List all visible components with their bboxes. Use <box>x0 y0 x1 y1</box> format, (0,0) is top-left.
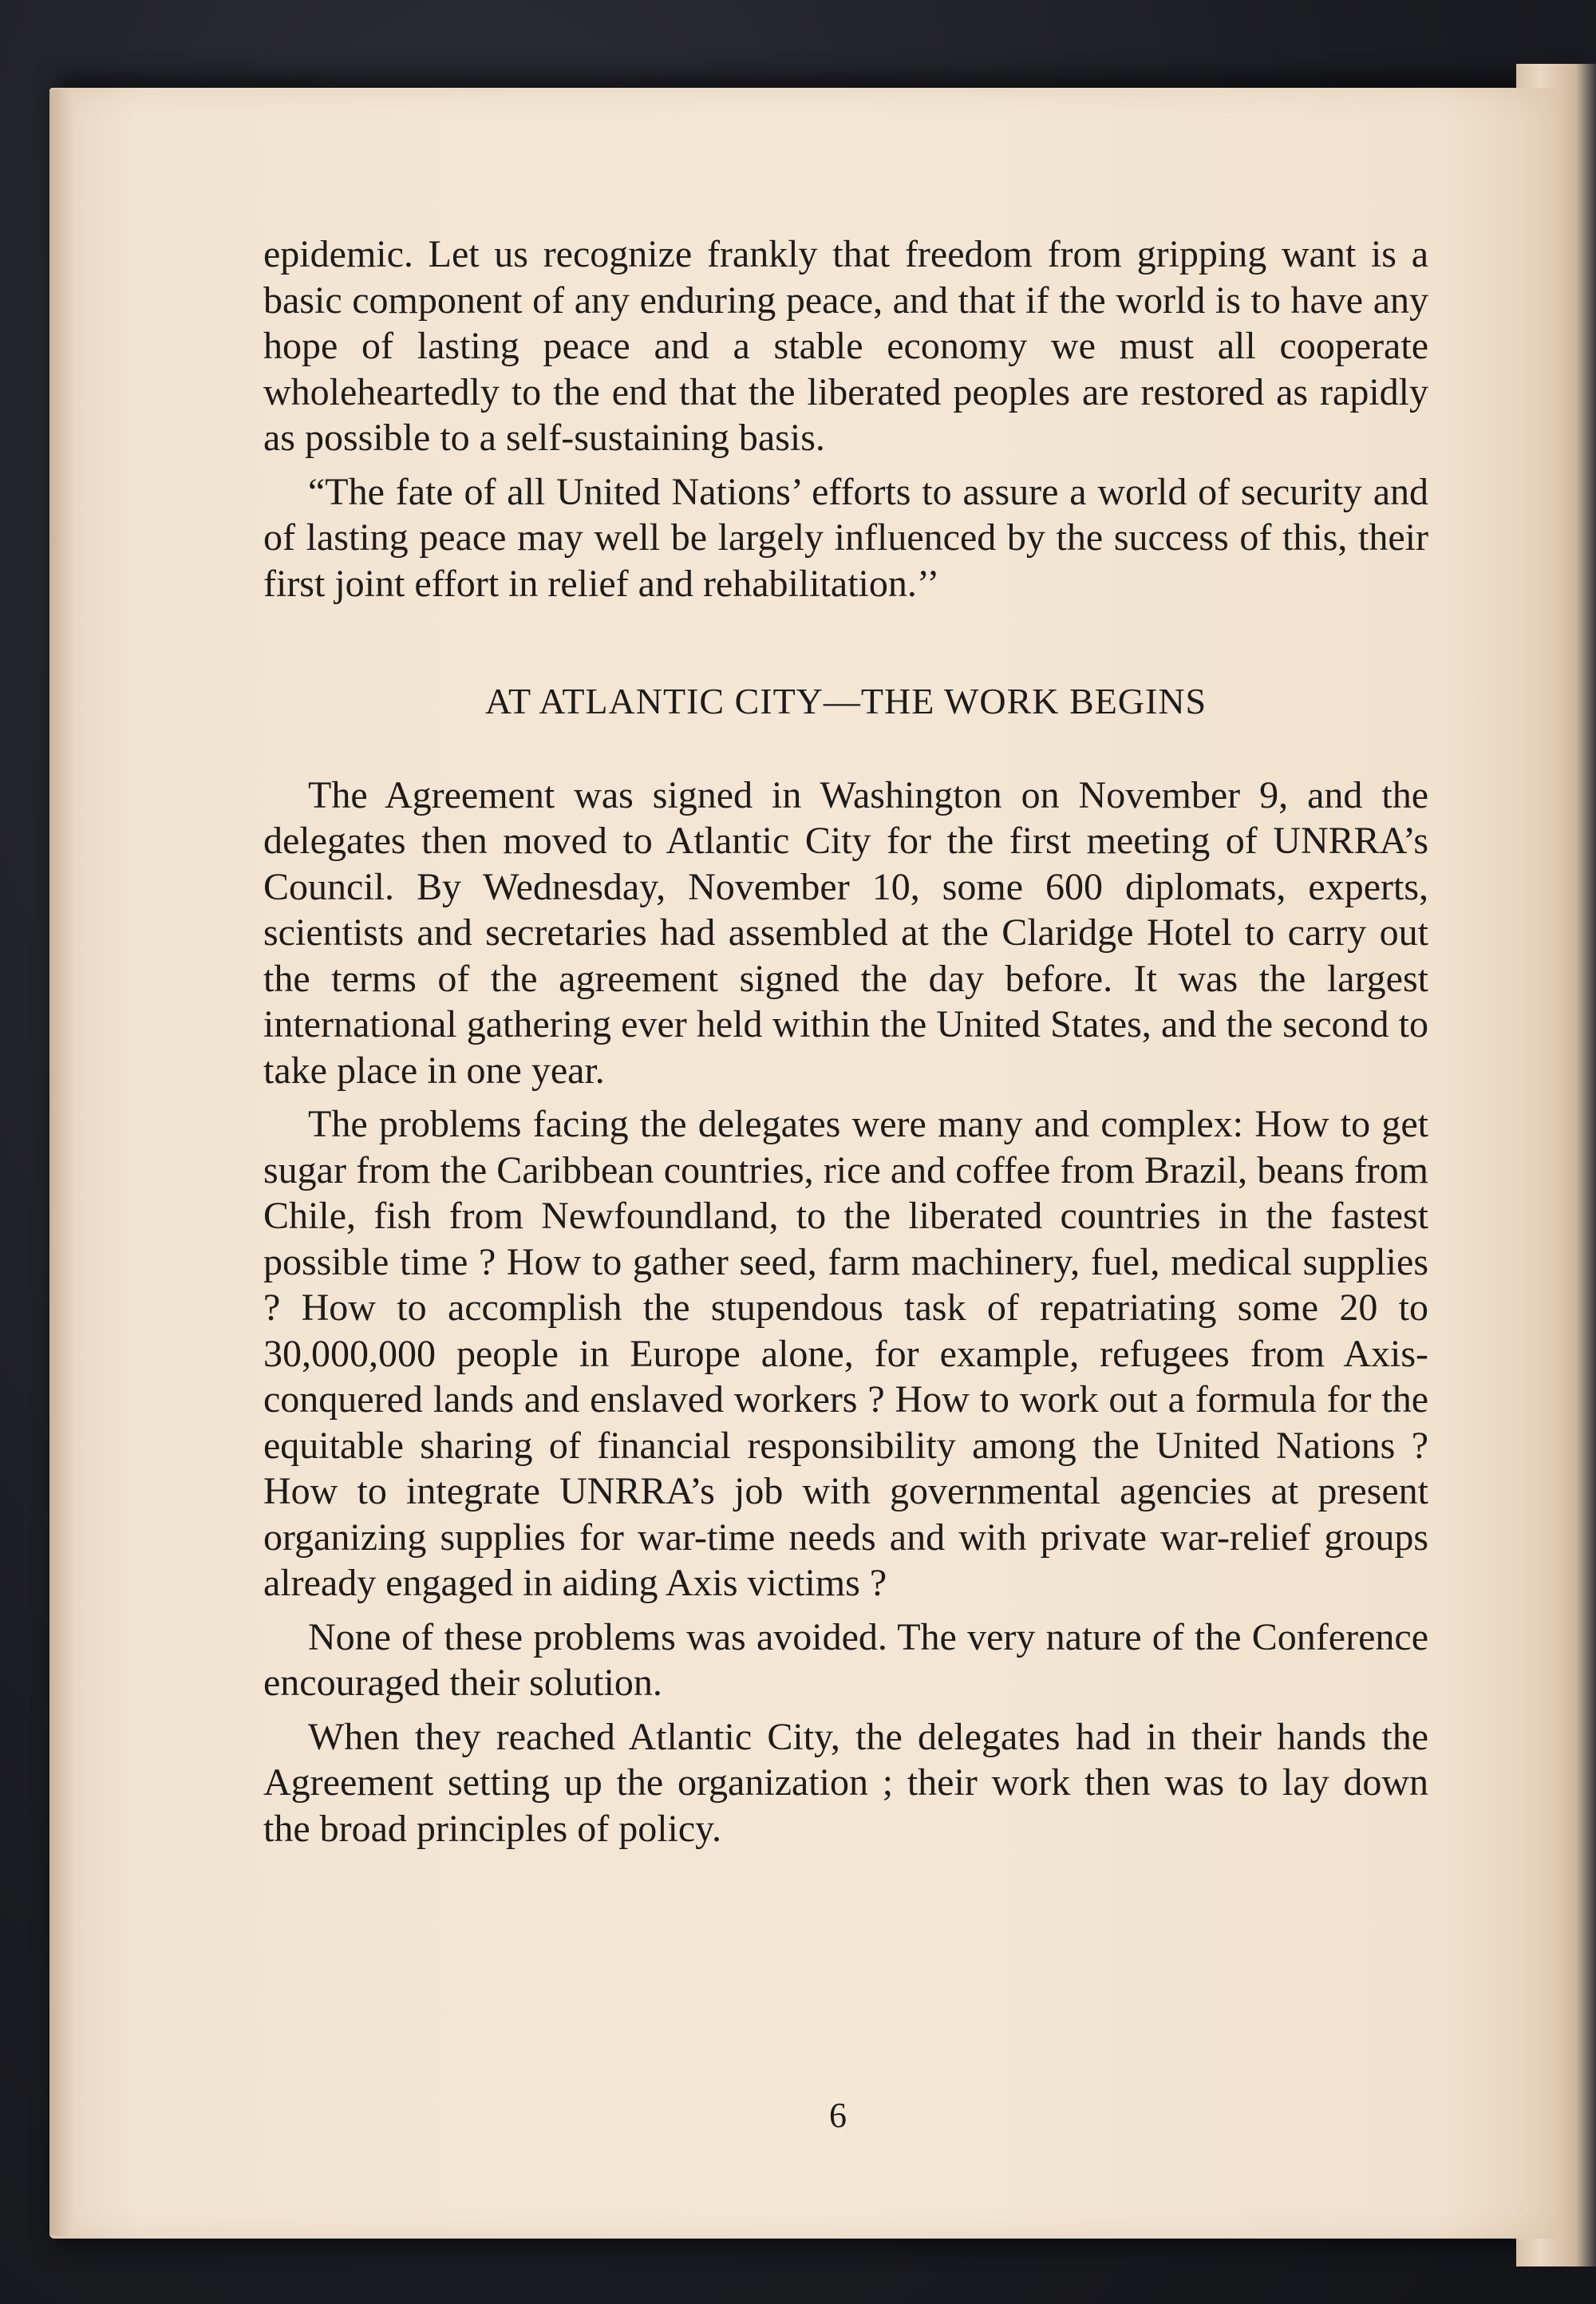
page-text <box>263 231 1428 1859</box>
paragraph-agreement: The Agreement was signed in Washington on November 9, and the delegates then moved to Atlantic City for the first meeting of UNRRA’s Council. By Wednesday, November 10, some 600 diplomats, experts, scientists and secretaries had assembled at the Claridge Hotel to carry out the terms of the agreement signed the day before. It was the largest international gathering ever held within the United States, and the second to take place in one year. <box>263 773 1428 1092</box>
page-number: 6 <box>829 2096 847 2135</box>
paragraph-problems: The problems facing the delegates were many and complex: How to get sugar from the Caribbean countries, rice and coffee from Brazil, beans from Chile, fish from Newfoundland, to the liberated countries in the fastest possible time ? How to gather seed, farm machinery, fuel, medical supplies ? How to accomplish the stupendous task of repatriating some 20 to 30,000,000 people in Europe alone, for example, refugees from Axis-conquered lands and enslaved workers ? How to work out a formula for the equitable sharing of financial responsibility among the United Nations ? How to integrate UNRRA’s job with governmental agencies at present organizing supplies for war-time needs and with private war-relief groups already engaged in aiding Axis victims ? <box>263 1103 1428 1604</box>
paragraph-quote: “The fate of all United Nations’ efforts to assure a world of security and of lasting peace may well be largely influenced by the success of this, their first joint effort in relief and rehabilitation.’’ <box>263 470 1428 605</box>
paragraph-none-avoided: None of these problems was avoided. The very nature of the Conference encouraged their solution. <box>263 1615 1428 1704</box>
section-heading: AT ATLANTIC CITY—THE WORK BEGINS <box>484 681 1207 721</box>
paragraph-epidemic: epidemic. Let us recognize frankly that freedom from gripping want is a basic component of any enduring peace, and that if the world is to have any hope of lasting peace and a stable economy we must all cooperate wholeheartedly to the end that the liberated peoples are restored as rapidly as possible to a self-sustaining basis. <box>263 233 1428 459</box>
page-binding-edge <box>49 89 73 2236</box>
paragraph-atlantic-city: When they reached Atlantic City, the delegates had in their hands the Agreement setting up the organization ; their work then was to lay down the broad principles of policy. <box>263 1715 1428 1850</box>
